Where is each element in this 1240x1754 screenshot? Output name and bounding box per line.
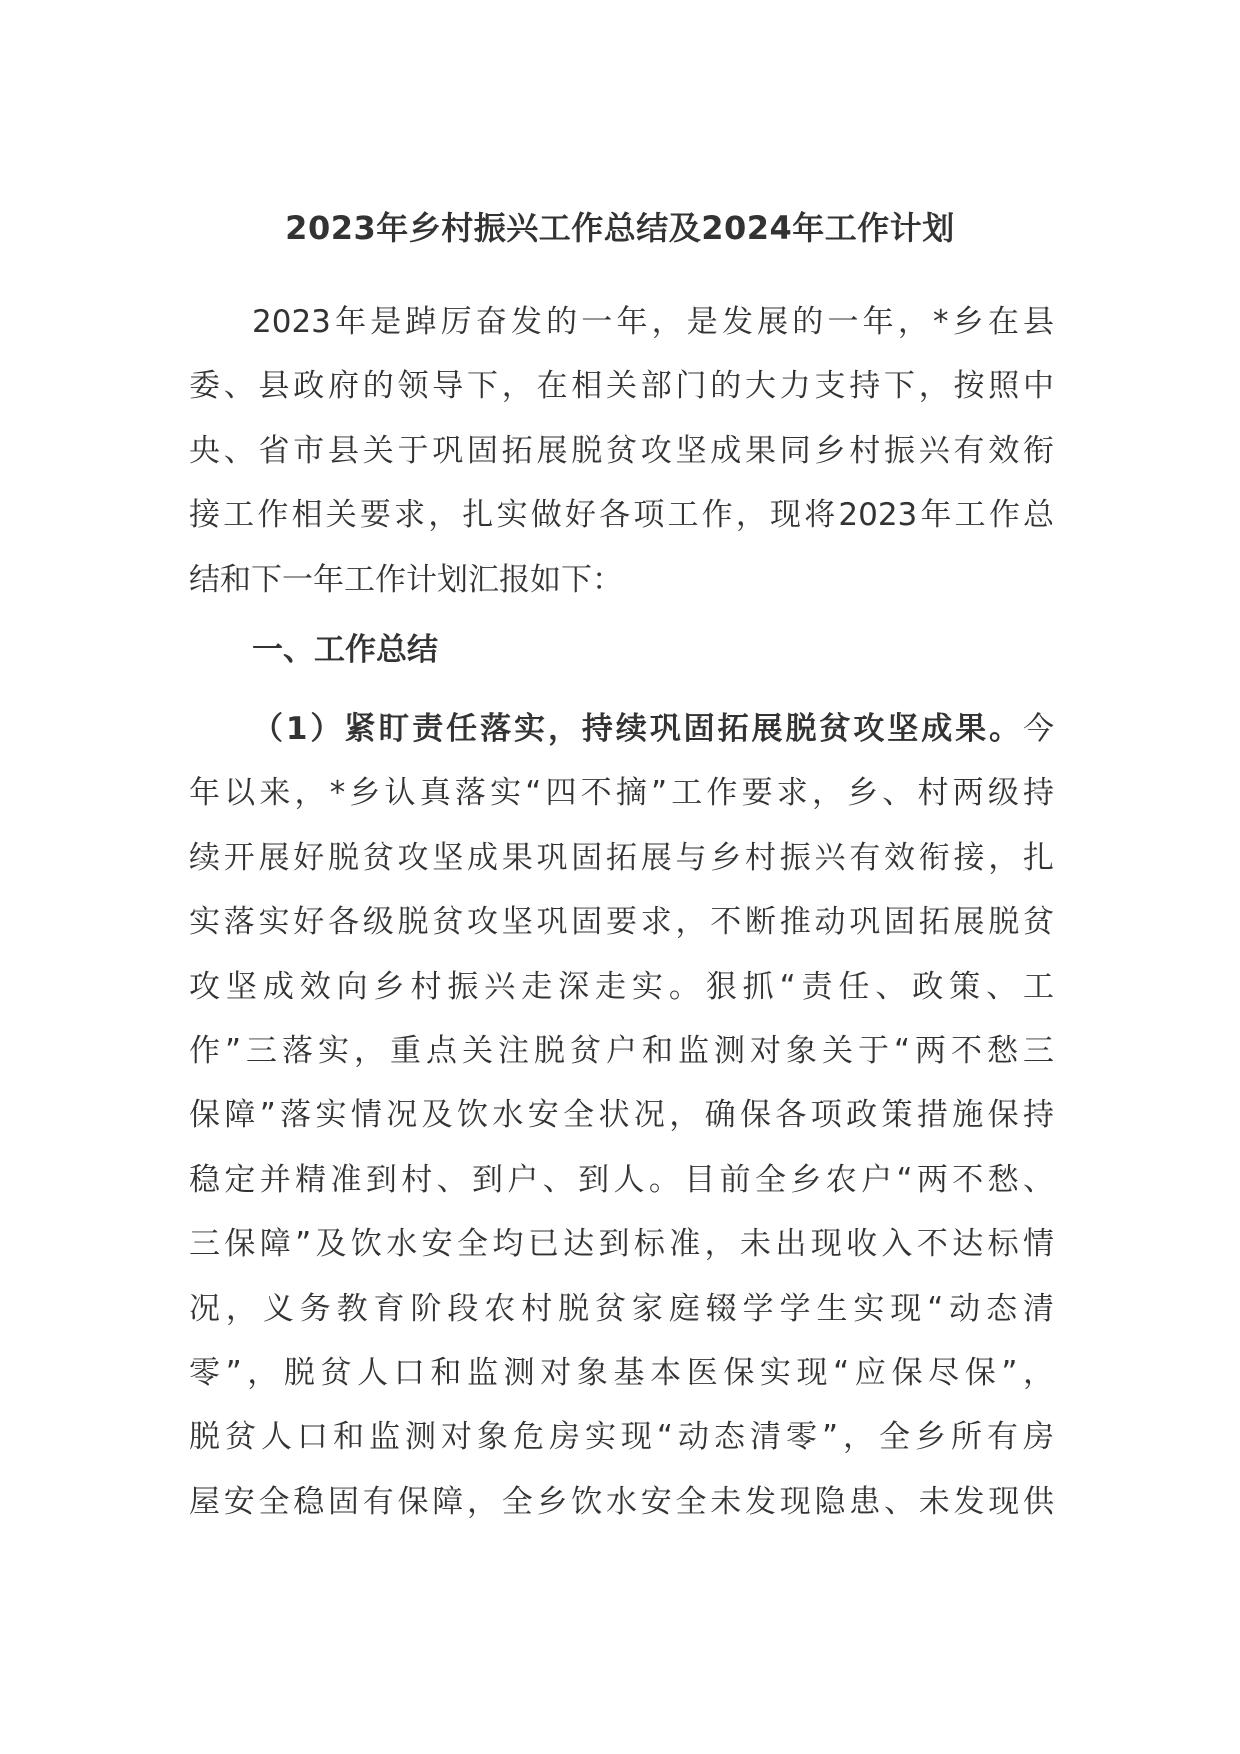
subsection-line: 况，义务教育阶段农村脱贫家庭辍学学生实现“动态清 [189,1290,1054,1327]
subsection-line: 稳定并精准到村、到户、到人。目前全乡农户“两不愁、 [189,1161,1054,1198]
section-heading: 一、工作总结 [252,632,438,668]
intro-paragraph [189,290,1054,612]
subsection-line: 屋安全稳固有保障，全乡饮水安全未发现隐患、未发现供 [189,1483,1054,1520]
intro-line: 委、县政府的领导下，在相关部门的大力支持下，按照中 [189,368,1054,405]
intro-line: 接工作相关要求，扎实做好各项工作，现将2023年工作总 [189,497,1054,534]
subsection-paragraph [189,697,1054,1534]
subsection-line: 作”三落实，重点关注脱贫户和监测对象关于“两不愁三 [189,1032,1054,1069]
subsection-line: 续开展好脱贫攻坚成果巩固拓展与乡村振兴有效衔接，扎 [189,839,1054,876]
subsection-line: 攻坚成效向乡村振兴走深走实。狠抓“责任、政策、工 [189,968,1054,1005]
subsection-first-line [189,697,1054,761]
subsection-line: 零”，脱贫人口和监测对象基本医保实现“应保尽保”， [189,1354,1054,1391]
subsection-line: 三保障”及饮水安全均已达到标准，未出现收入不达标情 [189,1226,1054,1263]
intro-line: 央、省市县关于巩固拓展脱贫攻坚成果同乡村振兴有效衔 [189,432,1054,469]
intro-line: 2023年是踔厉奋发的一年，是发展的一年，*乡在县 [252,304,1054,340]
subsection-line: 实落实好各级脱贫攻坚巩固要求，不断推动巩固拓展脱贫 [189,904,1054,941]
subsection-lead-bold: （1）紧盯责任落实，持续巩固拓展脱贫攻坚成果。 [252,711,1023,747]
subsection-lead-rest: 今 [1023,711,1054,747]
intro-line: 结和下一年工作计划汇报如下： [189,561,623,598]
subsection-line: 脱贫人口和监测对象危房实现“动态清零”，全乡所有房 [189,1419,1054,1456]
subsection-line: 保障”落实情况及饮水安全状况，确保各项政策措施保持 [189,1097,1054,1134]
document-title: 2023年乡村振兴工作总结及2024年工作计划 [285,209,955,247]
subsection-line: 年以来，*乡认真落实“四不摘”工作要求，乡、村两级持 [189,775,1054,812]
